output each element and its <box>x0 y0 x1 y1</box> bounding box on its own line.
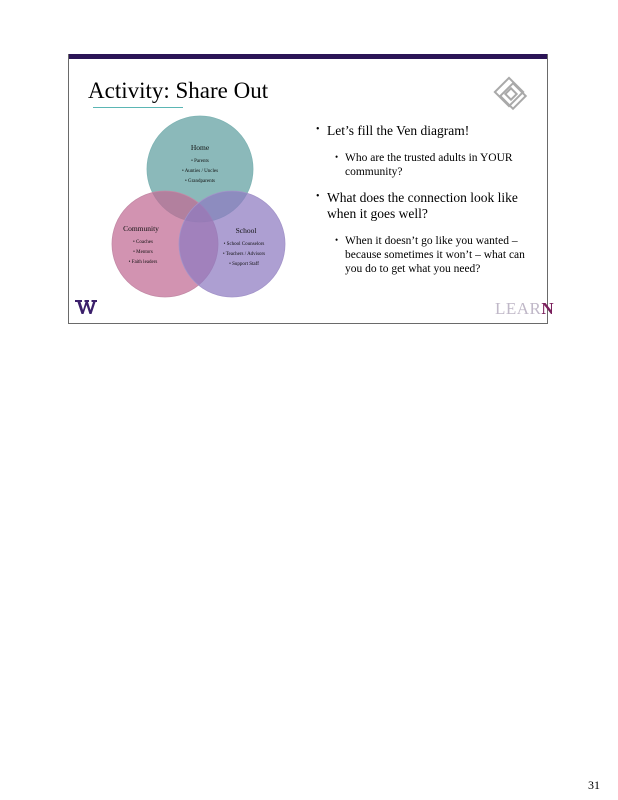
venn-item: • Parents <box>191 159 209 164</box>
slide <box>68 54 555 324</box>
bullet-1 <box>315 123 545 139</box>
venn-label-community: Community <box>123 224 159 233</box>
venn-item: • Support Staff <box>229 262 259 267</box>
venn-item: • Teachers / Advisors <box>222 252 266 257</box>
venn-item: • Aunties / Uncles <box>181 169 219 174</box>
venn-label-school: School <box>235 226 257 235</box>
bullet-2-sub <box>335 234 545 276</box>
learn-prefix: LEAR <box>495 299 542 318</box>
page-number: 31 <box>588 778 600 792</box>
bullet-dot: • <box>335 151 339 162</box>
bullet-1-text: Let’s fill the Ven diagram! <box>327 123 470 138</box>
venn-item: • Grandparents <box>185 179 215 184</box>
bullet-dot: • <box>316 124 320 135</box>
slide-top-bar <box>69 54 547 59</box>
learn-logo <box>495 299 554 319</box>
bullet-dot: • <box>335 234 339 245</box>
venn-item: • Faith leaders <box>128 260 158 265</box>
bullet-2-text: What does the connection look like when it goes well? <box>327 190 518 221</box>
bullet-2-sub-text: When it doesn’t go like you wanted – because sometimes it won’t – what can you do to get what you need? <box>345 234 525 275</box>
bullet-1-sub <box>335 151 545 179</box>
bullet-2 <box>315 190 545 222</box>
venn-item: • Mentors <box>133 250 153 255</box>
bullet-dot: • <box>316 191 320 202</box>
bullet-1-sub-text: Who are the trusted adults in YOUR community? <box>345 151 513 178</box>
slide-title: Activity: Share Out <box>88 78 269 103</box>
venn-item: • Coaches <box>133 240 153 245</box>
title-underline <box>93 107 183 108</box>
venn-item: • School Counselors <box>223 242 265 247</box>
venn-diagram <box>103 120 289 298</box>
uw-w-logo-icon <box>75 299 97 315</box>
venn-label-home: Home <box>190 143 210 152</box>
learn-last-letter: N <box>541 299 555 318</box>
bullet-list <box>315 123 545 287</box>
interlocking-squares-logo-icon <box>491 74 531 114</box>
